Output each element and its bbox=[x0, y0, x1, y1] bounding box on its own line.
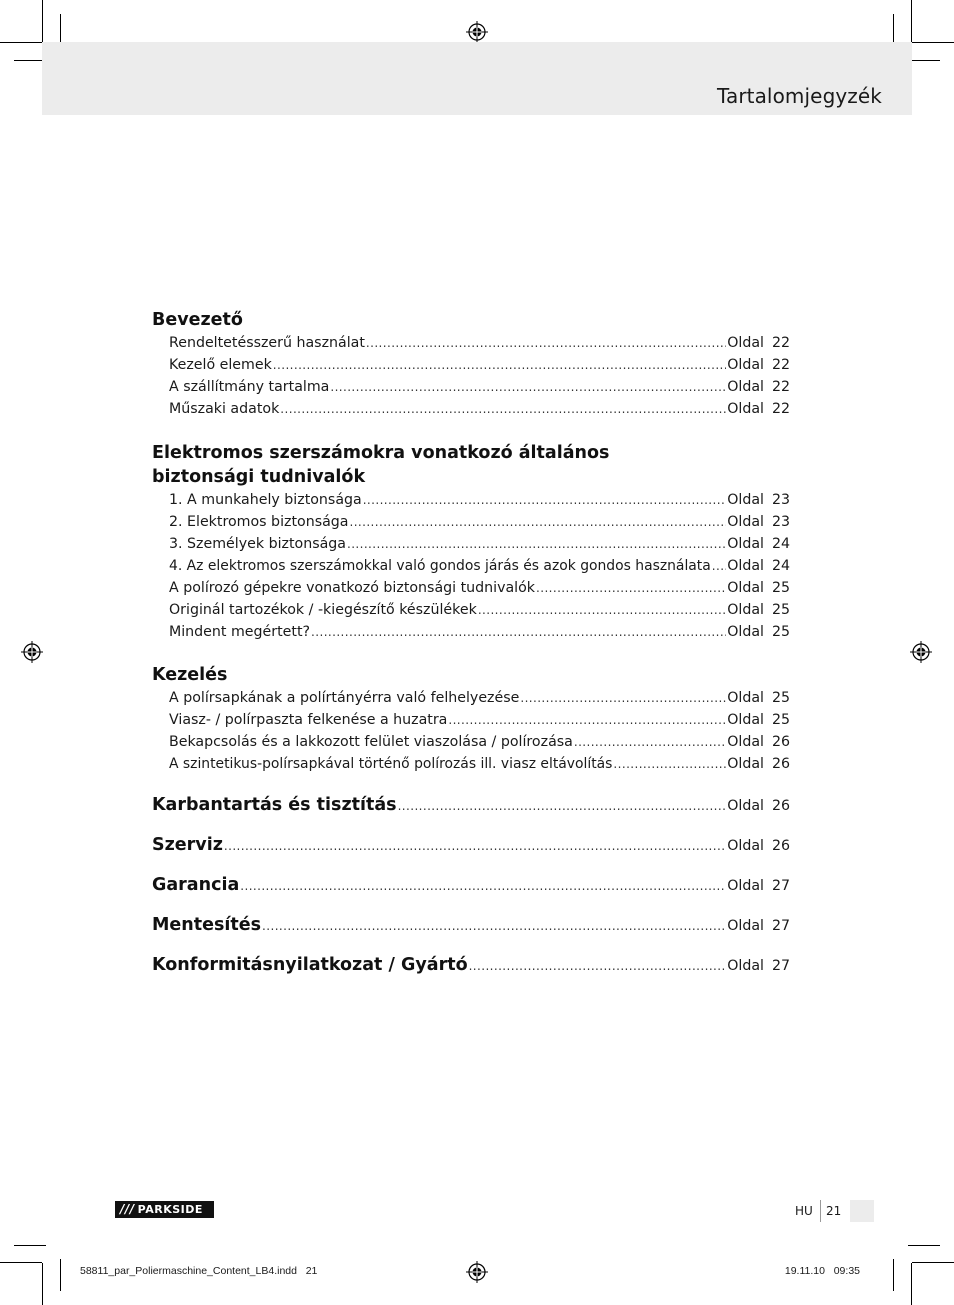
toc-entry[interactable] bbox=[152, 709, 790, 731]
toc-entry[interactable] bbox=[152, 376, 790, 398]
leader-dots bbox=[330, 376, 726, 398]
toc-main-entry[interactable] bbox=[152, 915, 790, 935]
toc-entry[interactable] bbox=[152, 687, 790, 709]
toc-section-introduction bbox=[152, 308, 790, 420]
toc-entry-label: Viasz- / polírpaszta felkenése a huzatra bbox=[169, 712, 448, 728]
toc-entry-page: Oldal 27 bbox=[727, 958, 790, 974]
toc-main-entry-label: Garancia bbox=[152, 875, 240, 895]
toc-entry-page: Oldal 27 bbox=[727, 918, 790, 934]
toc-entry[interactable] bbox=[152, 621, 790, 643]
crop-mark-icon bbox=[908, 1245, 940, 1246]
leader-dots bbox=[366, 332, 726, 354]
crop-mark-icon bbox=[893, 1259, 894, 1291]
leader-dots bbox=[478, 599, 726, 621]
toc-entry-label: A polírozó gépekre vonatkozó biztonsági tudnivalók bbox=[169, 580, 536, 596]
leader-dots bbox=[574, 731, 726, 753]
toc-entry-page: Oldal 26 bbox=[727, 734, 790, 750]
toc-entry[interactable] bbox=[152, 332, 790, 354]
toc-entry-page: Oldal 25 bbox=[727, 580, 790, 596]
toc-section-safety bbox=[152, 441, 790, 643]
leader-dots bbox=[469, 955, 727, 974]
toc-entry-page: Oldal 25 bbox=[727, 712, 790, 728]
toc-entry-label: Originál tartozékok / -kiegészítő készülékek bbox=[169, 602, 477, 618]
toc-entry-page: Oldal 26 bbox=[727, 838, 790, 854]
toc-entry[interactable] bbox=[152, 555, 790, 577]
slug-date: 19.11.10 09:35 bbox=[784, 1265, 860, 1277]
toc-section-operation bbox=[152, 663, 790, 775]
table-of-contents bbox=[152, 308, 790, 975]
slug-file-name: 58811_par_Poliermaschine_Content_LB4.indd 21 bbox=[80, 1265, 318, 1277]
brand-slashes: /// bbox=[120, 1202, 135, 1216]
toc-entry[interactable] bbox=[152, 599, 790, 621]
leader-dots bbox=[363, 489, 727, 511]
toc-entry-page: Oldal 25 bbox=[727, 602, 790, 618]
toc-main-entry-label: Konformitásnyilatkozat / Gyártó bbox=[152, 955, 468, 975]
leader-dots bbox=[240, 875, 726, 894]
leader-dots bbox=[398, 795, 727, 814]
toc-main-entry[interactable] bbox=[152, 955, 790, 975]
brand-logo bbox=[115, 1201, 214, 1218]
leader-dots bbox=[520, 687, 726, 709]
crop-mark-icon bbox=[912, 42, 954, 43]
toc-entry[interactable] bbox=[152, 398, 790, 420]
language-code: HU bbox=[795, 1204, 813, 1218]
leader-dots bbox=[712, 555, 726, 577]
section-heading: Bevezető bbox=[152, 310, 243, 330]
toc-entry-page: Oldal 27 bbox=[727, 878, 790, 894]
crop-mark-icon bbox=[912, 1262, 954, 1263]
toc-entry[interactable] bbox=[152, 753, 790, 775]
crop-mark-icon bbox=[911, 0, 912, 42]
toc-entry-label: A polírsapkának a polírtányérra való felhelyezése bbox=[169, 690, 520, 706]
toc-entry-label: 4. Az elektromos szerszámokkal való gondos járás és azok gondos használata bbox=[169, 558, 711, 574]
leader-dots bbox=[311, 621, 726, 643]
crop-mark-icon bbox=[14, 1245, 46, 1246]
toc-entry-label: A szállítmány tartalma bbox=[169, 379, 330, 395]
toc-entry-page: Oldal 23 bbox=[727, 514, 790, 530]
toc-entry-label: Mindent megértett? bbox=[169, 624, 311, 640]
crop-mark-icon bbox=[908, 60, 940, 61]
toc-main-entry-label: Szerviz bbox=[152, 835, 223, 855]
toc-entry-label: Műszaki adatok bbox=[169, 401, 280, 417]
toc-entry-page: Oldal 24 bbox=[727, 558, 790, 574]
toc-main-entry[interactable] bbox=[152, 795, 790, 815]
page-number-divider bbox=[820, 1200, 821, 1222]
toc-entry-label: Rendeltetésszerű használat bbox=[169, 335, 365, 351]
crop-mark-icon bbox=[911, 1263, 912, 1305]
toc-main-entry-label: Karbantartás és tisztítás bbox=[152, 795, 397, 815]
registration-mark-icon bbox=[466, 1261, 488, 1283]
crop-mark-icon bbox=[42, 1263, 43, 1305]
toc-entry-page: Oldal 24 bbox=[727, 536, 790, 552]
toc-main-entry[interactable] bbox=[152, 875, 790, 895]
section-heading: biztonsági tudnivalók bbox=[152, 467, 366, 487]
toc-entry[interactable] bbox=[152, 577, 790, 599]
leader-dots bbox=[280, 398, 726, 420]
toc-entry[interactable] bbox=[152, 533, 790, 555]
toc-entry-label: 2. Elektromos biztonsága bbox=[169, 514, 349, 530]
toc-entry-page: Oldal 22 bbox=[727, 401, 790, 417]
toc-entry[interactable] bbox=[152, 511, 790, 533]
brand-name: PARKSIDE bbox=[137, 1203, 203, 1216]
toc-entry-label: A szintetikus-polírsapkával történő polírozás ill. viasz eltávolítás bbox=[169, 756, 613, 772]
crop-mark-icon bbox=[42, 0, 43, 42]
leader-dots bbox=[536, 577, 726, 599]
toc-entry[interactable] bbox=[152, 731, 790, 753]
registration-mark-icon bbox=[21, 641, 43, 663]
registration-mark-icon bbox=[910, 641, 932, 663]
toc-main-entry[interactable] bbox=[152, 835, 790, 855]
toc-entry-page: Oldal 25 bbox=[727, 690, 790, 706]
leader-dots bbox=[349, 511, 726, 533]
section-heading: Elektromos szerszámokra vonatkozó általános bbox=[152, 443, 610, 463]
page-title: Tartalomjegyzék bbox=[716, 84, 882, 108]
registration-mark-icon bbox=[466, 21, 488, 43]
toc-main-entry-label: Mentesítés bbox=[152, 915, 262, 935]
toc-entry-page: Oldal 25 bbox=[727, 624, 790, 640]
toc-entry[interactable] bbox=[152, 489, 790, 511]
toc-entry[interactable] bbox=[152, 354, 790, 376]
toc-entry-label: 3. Személyek biztonsága bbox=[169, 536, 346, 552]
leader-dots bbox=[224, 835, 726, 854]
toc-entry-label: Bekapcsolás és a lakkozott felület viaszolása / polírozása bbox=[169, 734, 573, 750]
leader-dots bbox=[273, 354, 726, 376]
leader-dots bbox=[347, 533, 726, 555]
crop-mark-icon bbox=[0, 1262, 42, 1263]
toc-entry-label: 1. A munkahely biztonsága bbox=[169, 492, 362, 508]
leader-dots bbox=[613, 753, 726, 775]
leader-dots bbox=[448, 709, 726, 731]
toc-entry-page: Oldal 23 bbox=[727, 492, 790, 508]
crop-mark-icon bbox=[0, 42, 42, 43]
section-heading: Kezelés bbox=[152, 665, 228, 685]
leader-dots bbox=[262, 915, 726, 934]
toc-entry-page: Oldal 22 bbox=[727, 335, 790, 351]
toc-entry-label: Kezelő elemek bbox=[169, 357, 272, 373]
page-tab-marker bbox=[850, 1200, 874, 1222]
toc-entry-page: Oldal 26 bbox=[727, 756, 790, 772]
toc-entry-page: Oldal 26 bbox=[727, 798, 790, 814]
crop-mark-icon bbox=[60, 1259, 61, 1291]
page-number: 21 bbox=[826, 1204, 842, 1218]
toc-entry-page: Oldal 22 bbox=[727, 357, 790, 373]
toc-entry-page: Oldal 22 bbox=[727, 379, 790, 395]
